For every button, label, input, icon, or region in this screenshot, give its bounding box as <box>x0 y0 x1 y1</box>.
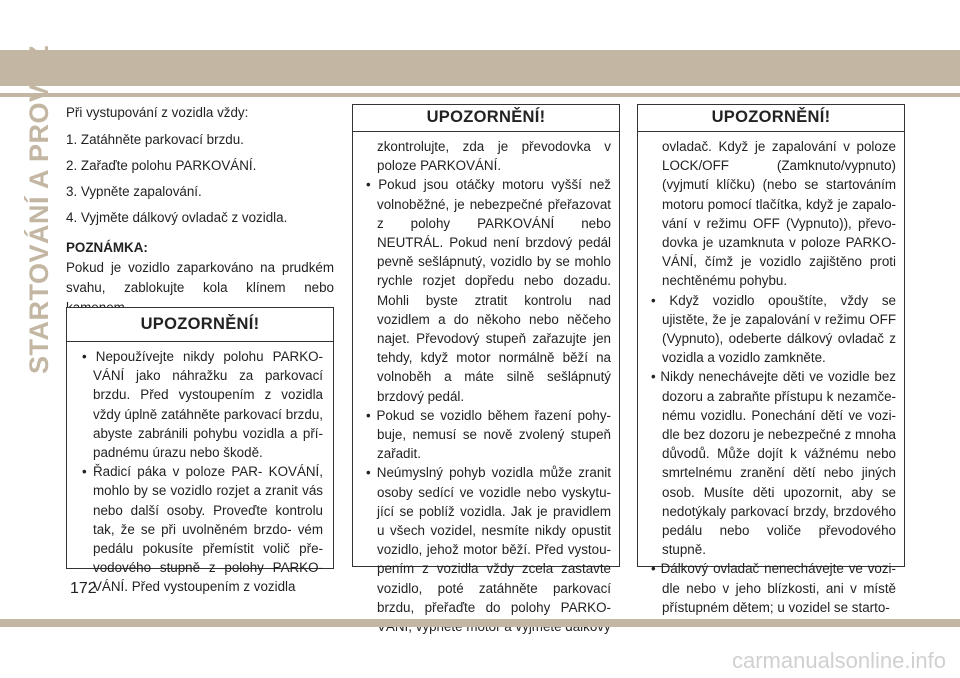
watermark: carmanualsonline.info <box>731 648 946 673</box>
note-text: Pokud je vozidlo zaparkováno na prudkém svahu, zablokujte kola klínem nebo <box>66 260 334 295</box>
warning-body <box>353 132 619 636</box>
warning-heading: UPOZORNĚNÍ! <box>353 105 619 132</box>
warning-bullet: • Když vozidlo opouštíte, vždy se ujistěte, že je zapalování v režimu OFF (Vypnuto), odeberte dálkový ovladač z vozidla a vozidlo zamkněte. <box>651 292 896 366</box>
warning-body <box>67 342 333 597</box>
warning-box-2 <box>352 104 620 615</box>
warning-bullet: • Pokud jsou otáčky motoru vyšší než volnoběžné, je nebezpečné přeřazovat z polohy PARKOVÁNÍ nebo NEUTRÁL. Pokud není brzdový pedál pevně sešlápnutý, vozidlo by se mohlo rychle rozjet dopředu nebo dozadu. Mohli byste ztratit kontrolu nad vozidlem a do někoho nebo něčeho najet. Převodový stupeň zařazujte jen tehdy, když motor normálně běží na volnoběh a máte silně sešlápnutý brzdový pedál. <box>366 177 611 404</box>
warning-body <box>638 132 904 617</box>
warning-bullet: • Nepoužívejte nikdy polohu PARKO- VÁNÍ jako náhražku za parkovací brzdu. Před vystoupením z vozidla vždy úplně zatáhněte parkovací brzdu, abyste zabránili pohybu vozidla a pří- padnému úrazu nebo škodě. <box>82 349 323 461</box>
warning-bullet: • Dálkový ovladač nenechávejte ve vozi- dle nebo v jeho blízkosti, ani v místě přístupném dětem; u vozidel se starto- <box>651 561 896 615</box>
column-left <box>66 103 334 318</box>
warning-continuation: ovladač. Když je zapalování v poloze LOCK/OFF (Zamknuto/vypnuto) (vyjmutí klíčku) (nebo se startováním motoru pomocí tlačítka, když je zapalo- vání v režimu OFF (Vypnuto)), převo- dovka je uzamknuta v poloze PARKO- VÁNÍ, čímž je vozidlo zajištěno proti nechtěnému pohybu. <box>662 139 896 289</box>
warning-continuation: zkontrolujte, zda je převodovka v poloze PARKOVÁNÍ. <box>377 139 611 174</box>
step-item: 2. Zařaďte polohu PARKOVÁNÍ. <box>66 158 257 173</box>
intro-text: Při vystupování z vozidla vždy: <box>66 105 249 120</box>
warning-bullet: • Řadicí páka v poloze PAR- KOVÁNÍ, mohlo by se vozidlo rozjet a zranit vás nebo další osoby. Proveďte kontrolu tak, že se při uvolněném brzdo- vém pedálu pokusíte přemístit volič pře- vodového stupně z polohy PARKO- VÁNÍ. Před vystoupením z vozidla <box>82 464 323 595</box>
header-band <box>0 50 960 86</box>
step-item: 1. Zatáhněte parkovací brzdu. <box>66 132 244 147</box>
warning-bullet: • Neúmyslný pohyb vozidla může zranit osoby sedící ve vozidle nebo vyskytu- jící se poblíž vozidla. Jak je pravidlem u všech vozidel, nesmíte nikdy opustit vozidlo, jehož motor běží. Před vystou- pením z vozidla vždy zcela zastavte vozidlo, poté zatáhněte parkovací brzdu, přeřaďte do polohy PARKO- <box>366 465 611 615</box>
step-item: 3. Vypněte zapalování. <box>66 184 202 199</box>
step-item: 4. Vyjměte dálkový ovladač z vozidla. <box>66 210 288 225</box>
footer-band <box>0 619 960 627</box>
warning-bullet: • Nikdy nenechávejte děti ve vozidle bez dozoru a zabraňte přístupu k nezamče- nému vozidlu. Ponechání dětí ve vozi- dle bez dozoru je nebezpečné z mnoha důvodů. Může dojít k vážnému nebo smrtelnému zranění dětí nebo jiných osob. Musíte děti upozornit, aby se nedotýkaly parkovací brzdy, brzdového pedálu nebo voliče převodového stupně. <box>651 369 896 558</box>
warning-bullet: • Pokud se vozidlo během řazení pohy- buje, nemusí se nově zvolený stupeň zařadit. <box>366 407 611 462</box>
note-heading: POZNÁMKA: <box>66 240 148 255</box>
section-title: STARTOVÁNÍ A PROVOZ <box>24 44 54 374</box>
warning-box-3 <box>637 104 905 615</box>
page-number: 172 <box>70 580 97 597</box>
warning-heading: UPOZORNĚNÍ! <box>638 105 904 132</box>
warning-heading: UPOZORNĚNÍ! <box>67 308 333 342</box>
header-rule <box>0 93 960 97</box>
